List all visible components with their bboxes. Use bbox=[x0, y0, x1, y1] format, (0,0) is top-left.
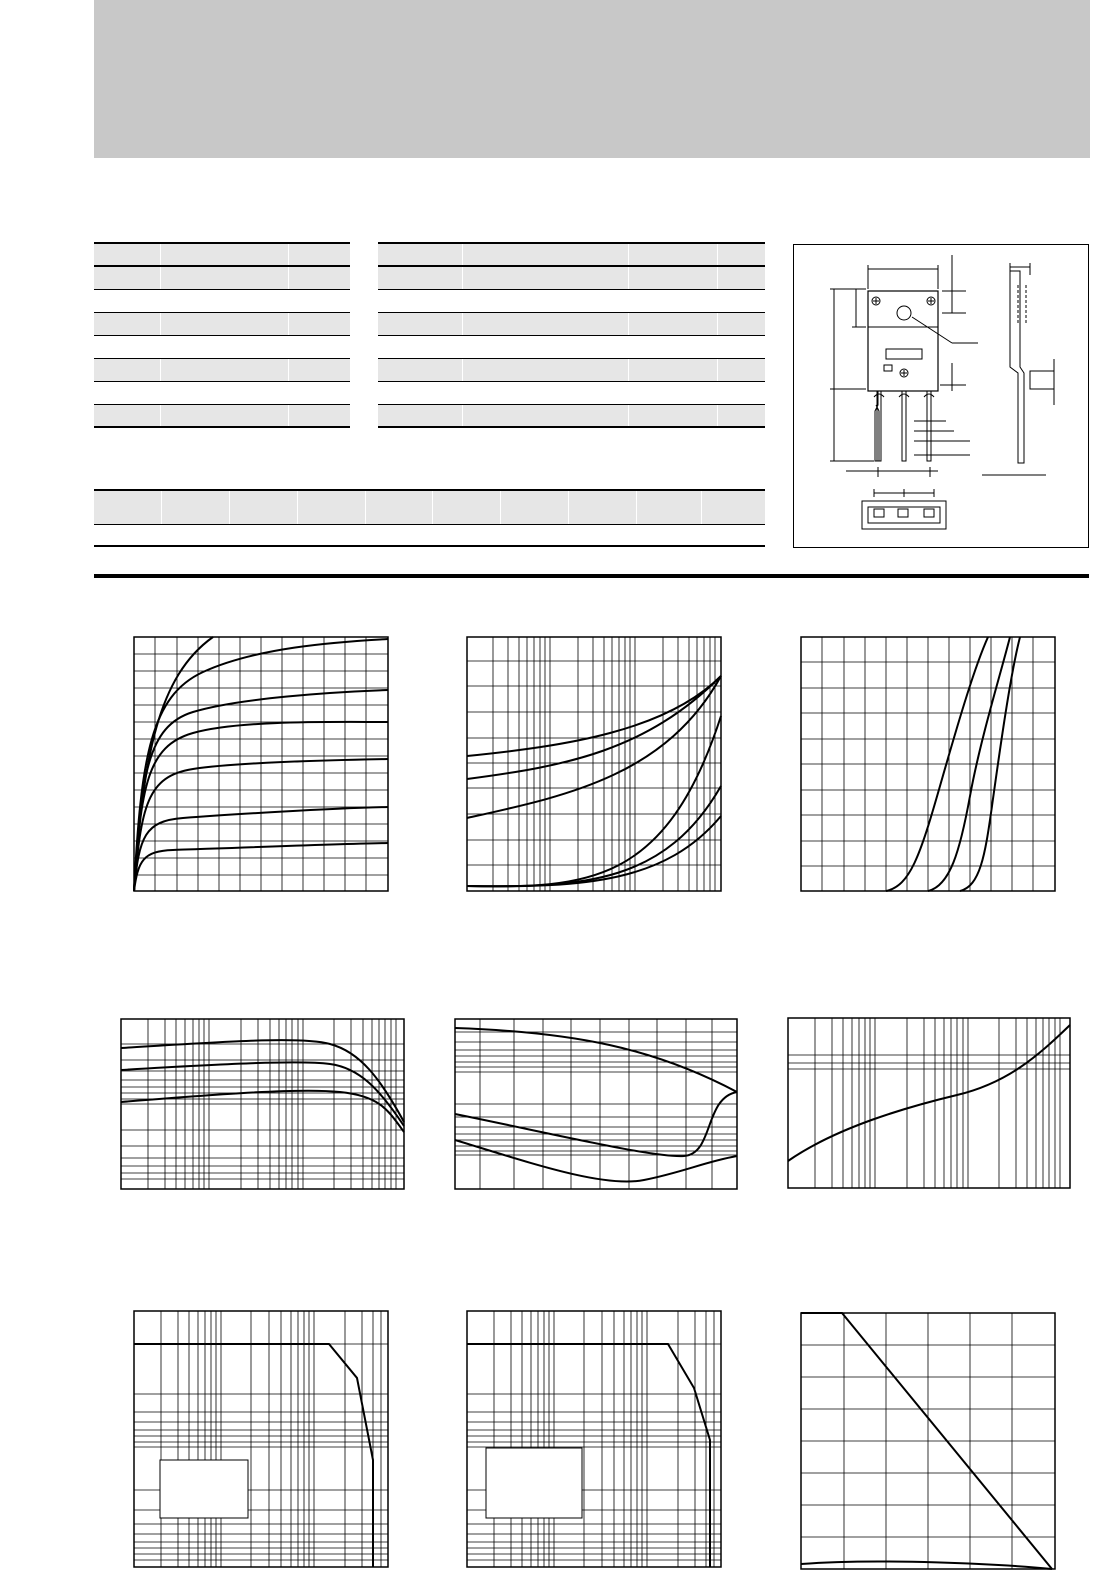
chart-switching-time-svg bbox=[454, 1018, 738, 1190]
table-row bbox=[378, 312, 765, 335]
chart-switching-time bbox=[454, 1018, 738, 1190]
chart-ic-vbe-svg bbox=[800, 636, 1056, 892]
table-header-row bbox=[378, 243, 765, 266]
chart-safe-operating-area-1 bbox=[133, 1310, 389, 1568]
table-row bbox=[94, 289, 350, 312]
table-row bbox=[378, 289, 765, 312]
package-outline-svg bbox=[794, 245, 1090, 549]
chart-vce-ib bbox=[466, 636, 722, 892]
table-row bbox=[378, 381, 765, 404]
chart-vce-ib-svg bbox=[466, 636, 722, 892]
chart-ic-vbe bbox=[800, 636, 1056, 892]
table-row bbox=[94, 404, 350, 427]
table-row bbox=[378, 335, 765, 358]
section-divider bbox=[94, 574, 1089, 578]
chart-inset-box bbox=[160, 1460, 248, 1518]
chart-ic-vce-svg bbox=[133, 636, 389, 892]
chart-power-derating-svg bbox=[800, 1312, 1056, 1570]
chart-inset-box bbox=[486, 1448, 582, 1518]
table-row bbox=[94, 381, 350, 404]
header-band bbox=[94, 0, 1090, 158]
table-row bbox=[94, 266, 350, 289]
table-header-row bbox=[94, 243, 350, 266]
hfe-rank-table bbox=[94, 489, 765, 547]
table-row bbox=[378, 266, 765, 289]
chart-ic-vce bbox=[133, 636, 389, 892]
chart-hfe-ic bbox=[120, 1018, 405, 1190]
chart-safe-operating-area-2 bbox=[466, 1310, 722, 1568]
table-row bbox=[94, 358, 350, 381]
chart-soa-2-svg bbox=[466, 1310, 722, 1568]
chart-hfe-ic-svg bbox=[120, 1018, 405, 1190]
table-row bbox=[94, 312, 350, 335]
package-outline-drawing bbox=[793, 244, 1089, 548]
electrical-characteristics-table bbox=[378, 242, 765, 428]
chart-transient-thermal bbox=[787, 1017, 1071, 1189]
chart-power-derating bbox=[800, 1312, 1056, 1570]
chart-soa-1-svg bbox=[133, 1310, 389, 1568]
table-row bbox=[378, 358, 765, 381]
chart-transient-thermal-svg bbox=[787, 1017, 1071, 1189]
absolute-ratings-table bbox=[94, 242, 350, 428]
table-row bbox=[94, 525, 765, 547]
table-row bbox=[378, 404, 765, 427]
table-row bbox=[94, 335, 350, 358]
table-header-row bbox=[94, 490, 765, 525]
